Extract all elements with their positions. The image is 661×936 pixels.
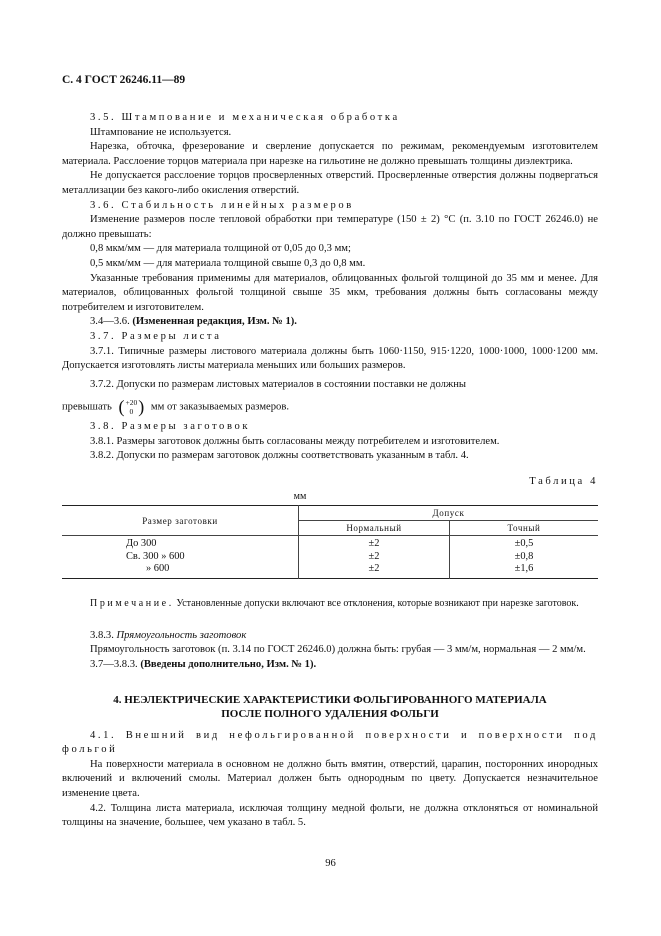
table-cell-normal: ±2 — [299, 551, 450, 564]
page-number: 96 — [325, 858, 336, 869]
tolerance-line — [62, 398, 598, 416]
tolerance-prefix: превышать — [62, 401, 112, 413]
amendment-ref: 3.4—3.6. — [90, 316, 130, 328]
table-caption: Таблица 4 — [529, 476, 598, 488]
paragraph: Изменение размеров после тепловой обработки при температуре (150 ± 2) °С (п. 3.10 по ГОСТ 26246.0) не должно превышать: — [62, 214, 598, 240]
section-3-6-title: 3.6. Стабильность линейных размеров — [90, 199, 354, 211]
paragraph: 3.7.2. Допуски по размерам листовых материалов в состоянии поставки не должны — [90, 378, 466, 390]
section-3-8-title: 3.8. Размеры заготовок — [90, 421, 251, 433]
section-title: Прямоугольность заготовок — [116, 629, 247, 641]
column-header-size: Размер заготовки — [142, 515, 218, 526]
amendment-note — [62, 315, 598, 330]
section-4-heading — [62, 693, 598, 721]
column-header-normal: Нормальный — [299, 521, 450, 536]
table-cell-size: Св. 300 » 600 — [126, 550, 185, 562]
tolerance-upper: +20 — [125, 398, 138, 408]
paragraph: Нарезка, обточка, фрезерование и сверление допускается по режимам, рекомендуемым изготовителем материала. Расслоение торцов материала при нарезке на гильотине не должно превышать толщины диэлектрика. — [62, 141, 598, 167]
heading-line-2: ПОСЛЕ ПОЛНОГО УДАЛЕНИЯ ФОЛЬГИ — [221, 707, 439, 720]
table-cell-exact: ±0,8 — [450, 551, 599, 564]
paragraph: 3.8.2. Допуски по размерам заготовок должны соответствовать указанным в табл. 4. — [90, 450, 469, 462]
heading-line-1: 4. НЕЭЛЕКТРИЧЕСКИЕ ХАРАКТЕРИСТИКИ ФОЛЬГИРОВАННОГО МАТЕРИАЛА — [113, 693, 547, 706]
paragraph: 3.8.1. Размеры заготовок должны быть согласованы между потребителем и изготовителем. — [90, 435, 500, 447]
table-cell-normal: ±2 — [299, 563, 450, 578]
tolerance-suffix: мм от заказываемых размеров. — [150, 401, 289, 413]
section-3-8-3-title — [62, 629, 598, 644]
paragraph: Указанные требования применимы для материалов, облицованных фольгой толщиной до 35 мм и менее. Для материалов, облицованных фольгой толщиной свыше 35 мкм, требования должны быть согласованы между потребителем и изготовителем. — [62, 272, 598, 313]
amendment-note — [62, 658, 598, 673]
amendment-text: (Измененная редакция, Изм. № 1). — [132, 316, 297, 328]
table-cell-exact: ±1,6 — [450, 563, 599, 578]
note-text: Установленные допуски включают все отклонения, которые возникают при нарезке заготовок. — [176, 597, 579, 609]
tolerance-fraction: (+20 0 ) — [118, 396, 145, 417]
tolerance-lower: 0 — [129, 407, 134, 417]
table-note — [62, 597, 598, 611]
section-3-5-title: 3.5. Штампование и механическая обработка — [90, 112, 400, 123]
section-4-1-title: 4.1. Внешний вид нефольгированной поверхности и поверхности под фольгой — [62, 729, 598, 756]
document-header: С. 4 ГОСТ 26246.11—89 — [62, 74, 186, 86]
paragraph: Прямоугольность заготовок (п. 3.14 по ГОСТ 26246.0) должна быть: грубая — 3 мм/м, нормальная — 2 мм/м. — [90, 644, 586, 656]
amendment-ref: 3.7—3.8.3. — [90, 659, 138, 671]
note-label: Примечание. — [90, 597, 174, 609]
paragraph: Не допускается расслоение торцов просверленных отверстий. Просверленные отверстия должны подвергаться металлизации без какого-либо окисления отверстий. — [62, 170, 598, 196]
list-item: 0,8 мкм/мм — для материала толщиной от 0,05 до 0,3 мм; — [90, 243, 351, 255]
table-cell-exact: ±0,5 — [450, 536, 599, 551]
table-cell-size: » 600 — [146, 563, 170, 575]
paragraph: Штампование не используется. — [90, 126, 232, 138]
list-item: 0,5 мкм/мм — для материала толщиной свыше 0,3 до 0,8 мм. — [90, 257, 366, 269]
table-cell-size: До 300 — [126, 538, 157, 550]
amendment-text: (Введены дополнительно, Изм. № 1). — [140, 659, 317, 671]
table-cell-normal: ±2 — [299, 536, 450, 551]
tolerance-table — [62, 505, 598, 579]
section-3-7-title: 3.7. Размеры листа — [90, 330, 222, 342]
paragraph: На поверхности материала в основном не должно быть вмятин, отверстий, царапин, посторонних инородных включений и включений смолы. Материал должен быть однородным по цвету. Допускается незначительное изменение цвета. — [62, 758, 598, 799]
column-header-tolerance: Допуск — [299, 506, 599, 521]
paragraph: 3.7.1. Типичные размеры листового материала должны быть 1060·1150, 915·1220, 1000·1000, 1000·1200 мм. Допускается изготовлять листы материала меньших или больших размеров. — [62, 345, 598, 372]
paragraph: 4.2. Толщина листа материала, исключая толщину медной фольги, не должна отклоняться от номинальной толщины на значение, большее, чем указано в табл. 5. — [62, 802, 598, 829]
table-unit: мм — [293, 491, 307, 503]
column-header-exact: Точный — [450, 521, 599, 536]
section-number: 3.8.3. — [90, 629, 114, 641]
document-page — [62, 74, 598, 831]
